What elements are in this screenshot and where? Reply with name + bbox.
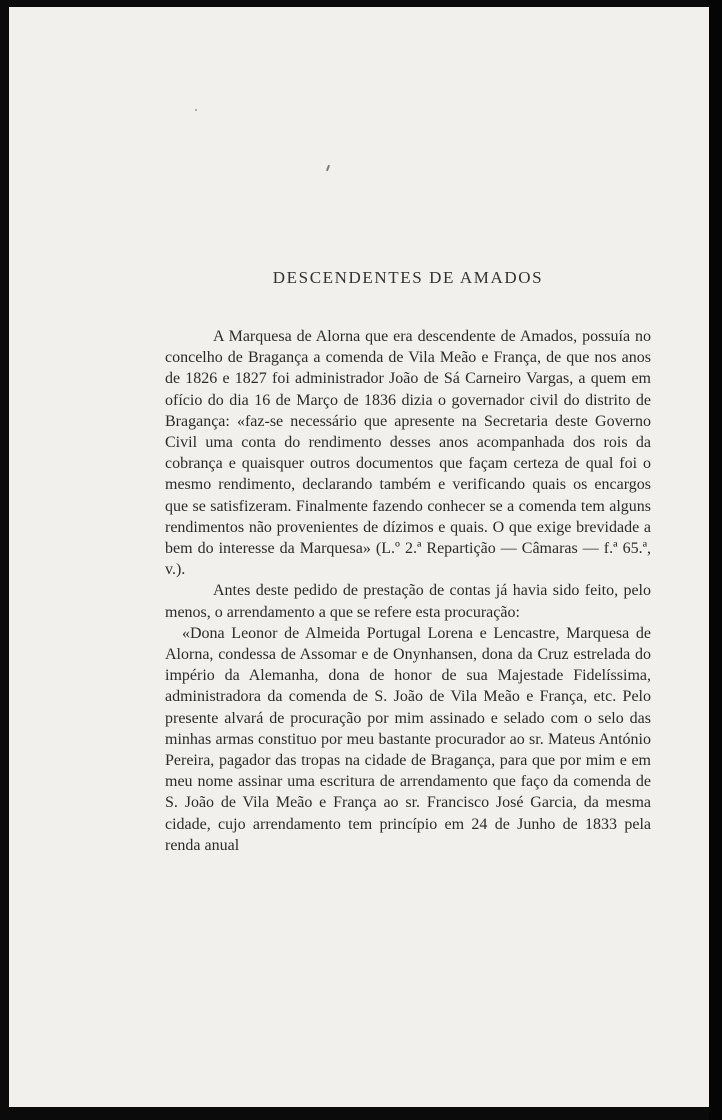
page-content: [165, 268, 651, 856]
section-title: DESCENDENTES DE AMADOS: [272, 268, 544, 287]
paragraph-1: A Marquesa de Alorna que era descendente de Amados, possuía no concelho de Bragança a comenda de Vila Meão e França, de que nos anos de 1826 e 1827 foi administrador João de Sá Carneiro Vargas, a quem em ofício do dia 16 de Março de 1836 dizia o governador civil do distrito de Bragança: «faz-se necessário que apresente na Secretaria deste Governo Civil uma conta do rendimento desses anos acompanhada dos rois da cobrança e quaisquer outros documentos que façam certeza de qual foi o mesmo rendimento, declarando também e verificando quais os encargos que se satisfizeram. Finalmente fazendo conhecer se a comenda tem alguns rendimentos não provenientes de dízimos e quais. O que exige brevidade a bem do interesse da Marquesa» (L.º 2.ª Repartição — Câmaras — f.ª 65.ª, v.).: [165, 328, 651, 579]
paragraph-2: Antes deste pedido de prestação de contas já havia sido feito, pelo menos, o arrendamento a que se refere esta procuração:: [165, 582, 651, 621]
page-mark: [326, 165, 330, 171]
paragraph-3-quote: «Dona Leonor de Almeida Portugal Lorena e Lencastre, Marquesa de Alorna, condessa de Assomar e de Onynhansen, dona da Cruz estrelada do império da Alemanha, dona de honor de sua Majestade Fidelíssima, administradora da comenda de S. João de Vila Meão e França, etc. Pelo presente alvará de procuração por mim assinado e selado com o selo das minhas armas constituo por meu bastante procurador ao sr. Mateus António Pereira, pagador das tropas na cidade de Bragança, para que por mim e em meu nome assinar uma escritura de arrendamento que faço da comenda de S. João de Vila Meão e França ao sr. Francisco José Garcia, da mesma cidade, cujo arrendamento tem princípio em 24 de Junho de 1833 pela renda anual: [165, 624, 651, 854]
scan-border-right: [709, 0, 722, 1120]
page-speck: [195, 109, 197, 111]
